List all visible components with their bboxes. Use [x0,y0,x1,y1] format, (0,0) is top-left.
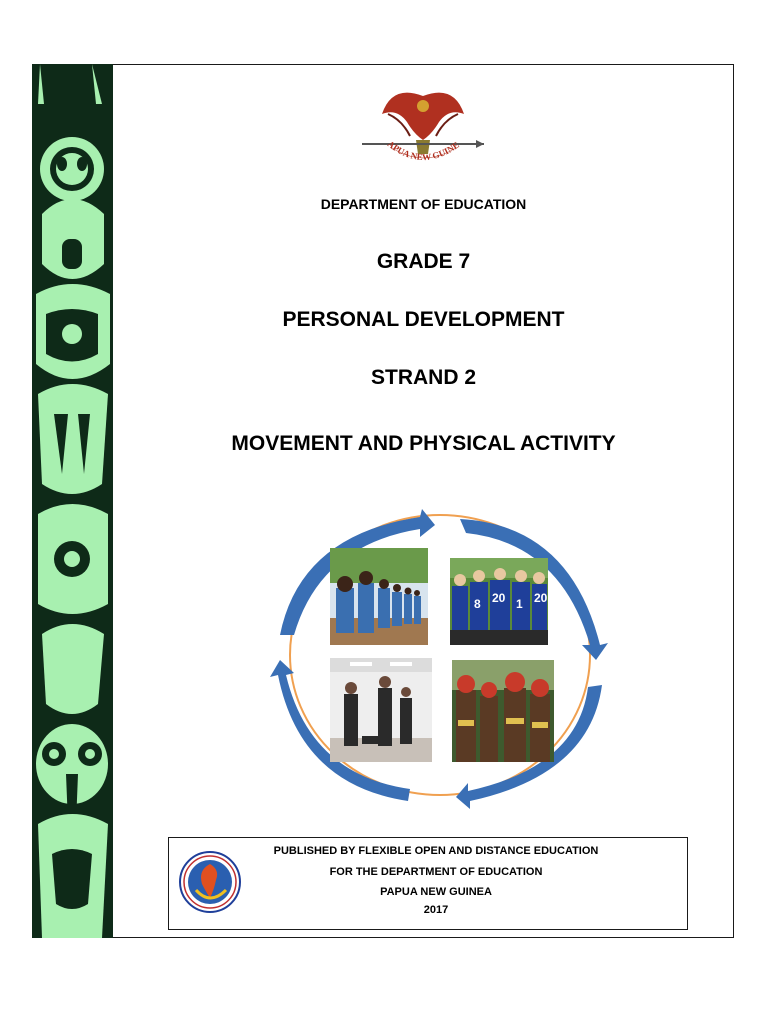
cultural-dance-photo [452,660,554,762]
department-title: DEPARTMENT OF EDUCATION [320,196,527,212]
publisher-line-2: FOR THE DEPARTMENT OF EDUCATION [329,866,543,878]
fode-logo [176,850,244,914]
cycle-arrows [270,509,608,809]
decorative-side-band [32,64,113,938]
svg-text:20: 20 [534,591,548,605]
png-bird-of-paradise-emblem [352,84,494,170]
subject-title: PERSONAL DEVELOPMENT [282,308,565,331]
first-aid-practice-photo [330,658,432,762]
emblem-caption: APUA NEW GUINE [385,138,461,163]
topic-title: MOVEMENT AND PHYSICAL ACTIVITY [231,432,616,455]
soccer-team-huddle-photo [450,558,548,645]
svg-text:20: 20 [492,591,506,605]
publication-year: 2017 [423,904,449,916]
activity-cycle-diagram [270,505,610,815]
svg-text:8: 8 [474,597,481,611]
students-in-line-photo [330,548,428,645]
svg-text:1: 1 [516,597,523,611]
strand-title: STRAND 2 [370,366,476,389]
grade-title: GRADE 7 [376,250,471,273]
publisher-line-3: PAPUA NEW GUINEA [380,886,492,898]
publisher-line-1: PUBLISHED BY FLEXIBLE OPEN AND DISTANCE EDUCATION [273,845,599,857]
